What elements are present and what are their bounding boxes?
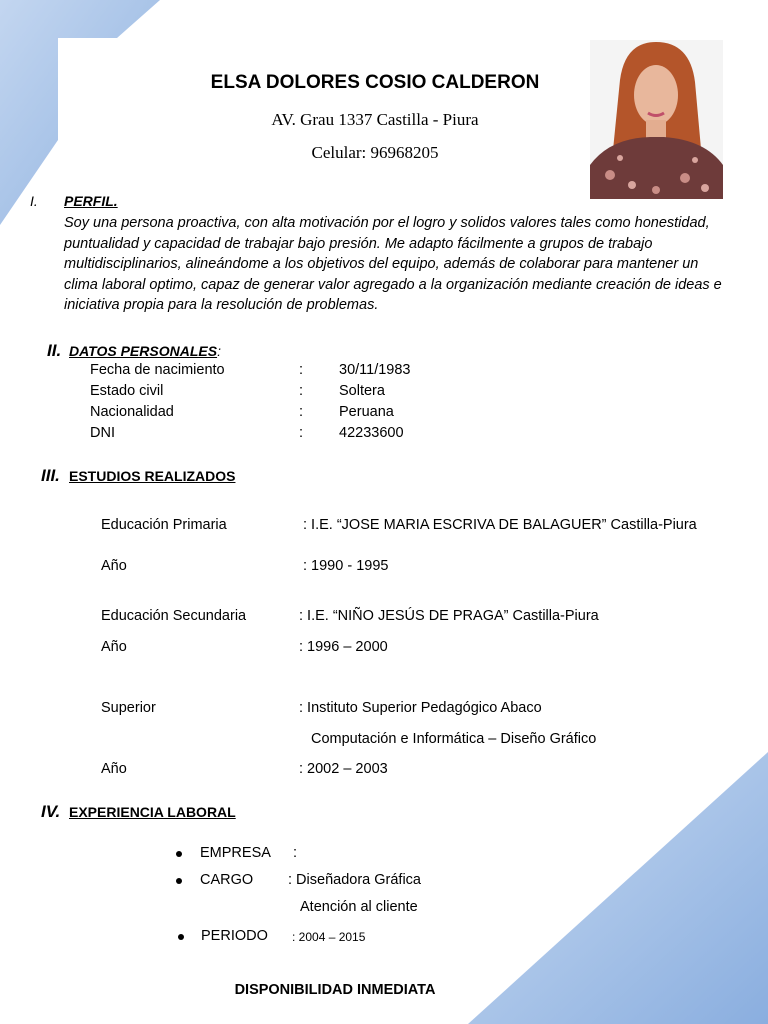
estudios-label: Año: [101, 639, 127, 655]
estudios-label: Educación Primaria: [101, 517, 227, 533]
datos-value: Peruana: [339, 404, 394, 420]
datos-label: Nacionalidad: [90, 404, 174, 420]
estudios-label: Superior: [101, 700, 156, 716]
estudios-label: Año: [101, 558, 127, 574]
datos-sep: :: [299, 404, 304, 420]
estudios-value: : 1990 - 1995: [303, 558, 389, 574]
datos-label: DNI: [90, 425, 115, 441]
bullet: [176, 851, 182, 857]
estudios-value: Computación e Informática – Diseño Gráfico: [311, 731, 597, 747]
bullet: [176, 878, 182, 884]
experiencia-label: PERIODO: [201, 928, 268, 944]
datos-label: Fecha de nacimiento: [90, 362, 225, 378]
datos-sep: :: [299, 362, 304, 378]
phone: Celular: 96968205: [311, 143, 439, 162]
experiencia-label: CARGO: [200, 872, 254, 888]
experiencia-value: :: [293, 845, 298, 861]
datos-label: Estado civil: [90, 383, 164, 399]
bullet: [178, 934, 184, 940]
datos-value: 42233600: [339, 425, 404, 441]
section-number-experiencia: IV.: [41, 802, 61, 821]
estudios-label: Año: [101, 761, 127, 777]
section-number-datos: II.: [47, 341, 62, 360]
section-number-estudios: III.: [41, 466, 60, 485]
full-name: ELSA DOLORES COSIO CALDERON: [210, 72, 540, 93]
experiencia-value: Atención al cliente: [300, 899, 418, 915]
address: AV. Grau 1337 Castilla - Piura: [271, 110, 479, 129]
section-title-perfil: PERFIL.: [64, 193, 118, 209]
datos-value: Soltera: [339, 383, 385, 399]
section-number-perfil: I.: [30, 193, 38, 209]
section-title-estudios: ESTUDIOS REALIZADOS: [69, 468, 236, 484]
section-title-experiencia: EXPERIENCIA LABORAL: [69, 804, 236, 820]
experiencia-value: : 2004 – 2015: [292, 930, 366, 944]
experiencia-label: EMPRESA: [200, 845, 271, 861]
estudios-value: : I.E. “NIÑO JESÚS DE PRAGA” Castilla-Piura: [299, 608, 599, 624]
estudios-value: : I.E. “JOSE MARIA ESCRIVA DE BALAGUER” Castilla-Piura: [303, 517, 697, 533]
perfil-text: Soy una persona proactiva, con alta motivación por el logro y solidos valores tales como honestidad, puntualidad y capacidad de trabajar bajo presión. Me adapto fácilmente a grupos de trabajo multidisciplinarios, alineándome a los objetivos del equipo, además de colaborar para mantener un clima laboral optimo, capaz de generar valor agregado a la organización mediante creación de ideas e iniciativa propia para la resolución de problemas.: [64, 215, 722, 314]
estudios-label: Educación Secundaria: [101, 608, 247, 624]
section-title-datos: DATOS PERSONALES:: [69, 343, 221, 359]
experiencia-value: : Diseñadora Gráfica: [288, 872, 421, 888]
estudios-value: : Instituto Superior Pedagógico Abaco: [299, 700, 542, 716]
estudios-value: : 1996 – 2000: [299, 639, 388, 655]
datos-value: 30/11/1983: [339, 362, 411, 378]
availability-note: DISPONIBILIDAD INMEDIATA: [234, 982, 436, 998]
estudios-value: : 2002 – 2003: [299, 761, 388, 777]
datos-sep: :: [299, 425, 304, 441]
datos-sep: :: [299, 383, 304, 399]
